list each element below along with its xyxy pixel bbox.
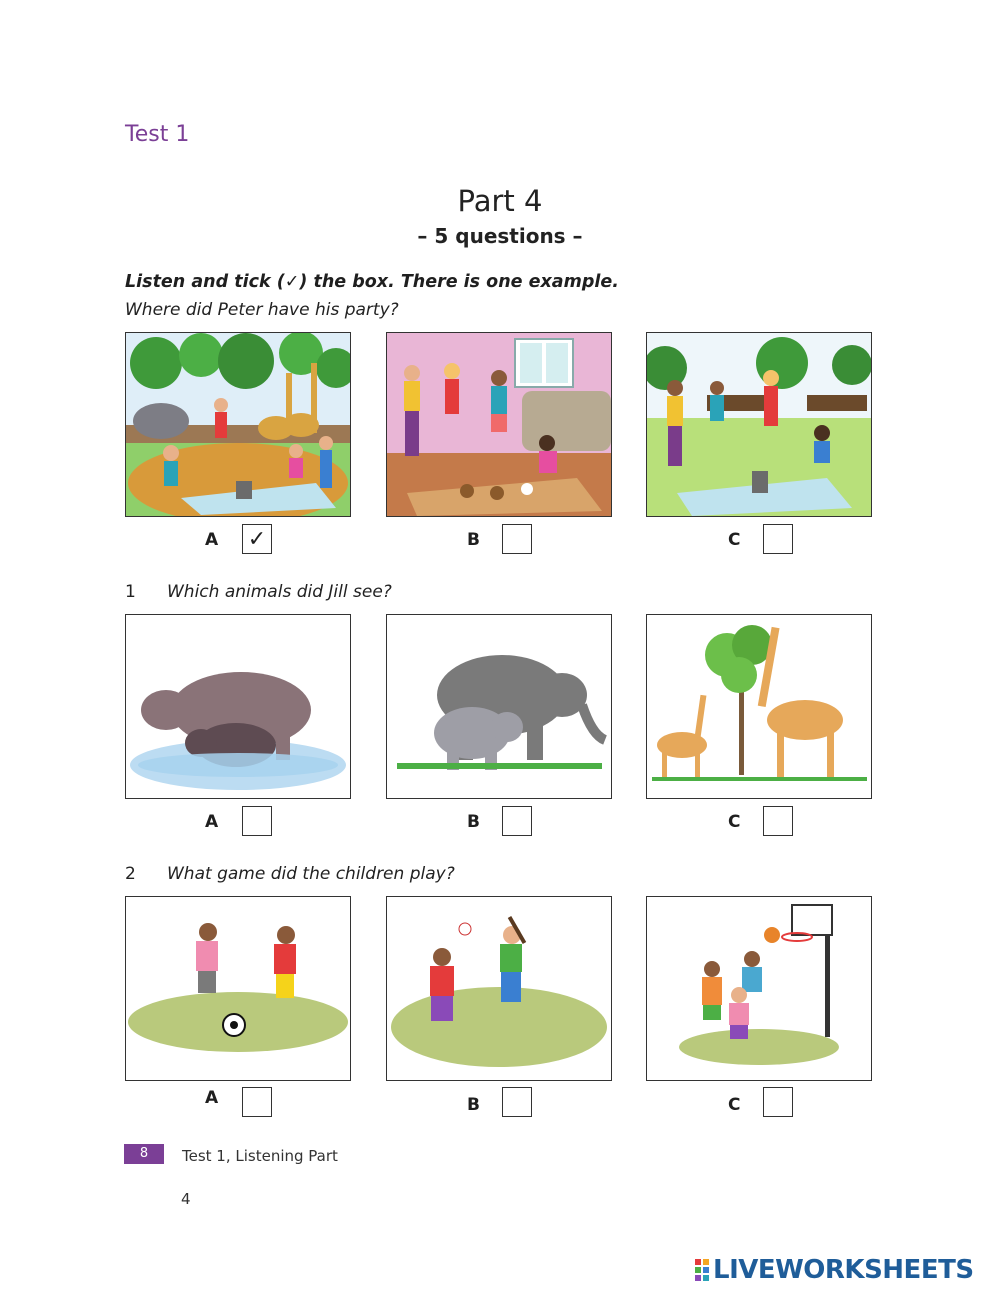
question-2-option-c-tickbox[interactable] [763,1087,793,1117]
example-option-a-letter: A [205,530,219,550]
question-2-option-a-picture [125,896,351,1081]
liveworksheets-logo-text: LIVEWORKSHEETS [713,1255,974,1285]
question-1-option-c-letter: C [728,812,741,832]
question-1-option-c-picture [646,614,872,799]
question-1-option-a-picture [125,614,351,799]
question-2-option-c-letter: C [728,1095,741,1115]
question-1-option-b-picture [386,614,612,799]
example-option-c-picture [646,332,872,517]
question-1-option-b-tickbox[interactable] [502,806,532,836]
elephants-illustration [387,615,611,798]
example-option-a-picture [125,332,351,517]
giraffes-illustration [647,615,871,798]
basketball-illustration [647,897,871,1080]
question-1-text: Which animals did Jill see? [167,582,392,602]
instruction-text: Listen and tick (✓) the box. There is one example. [125,272,619,292]
part-subtitle: – 5 questions – [417,224,583,248]
baseball-illustration [387,897,611,1080]
football-illustration [126,897,350,1080]
example-option-a-tickbox[interactable]: ✓ [242,524,272,554]
page-number: 4 [181,1190,191,1208]
liveworksheets-logo-icon [694,1258,710,1282]
question-2-option-a-letter: A [205,1088,219,1108]
example-option-b-letter: B [467,530,480,550]
example-option-c-letter: C [728,530,741,550]
footer-section-text: Test 1, Listening Part [182,1147,338,1165]
example-option-b-picture [386,332,612,517]
question-1 [125,582,392,602]
example-option-c-tickbox[interactable] [763,524,793,554]
picnic-in-park-illustration [647,333,871,516]
picnic-at-zoo-illustration [126,333,350,516]
question-1-number: 1 [125,582,136,602]
question-2-text: What game did the children play? [167,864,455,884]
question-1-option-b-letter: B [467,812,480,832]
hippos-illustration [126,615,350,798]
question-2 [125,864,455,884]
question-2-option-a-tickbox[interactable] [242,1087,272,1117]
question-2-option-c-picture [646,896,872,1081]
page-badge: 8 [124,1144,164,1164]
question-1-option-c-tickbox[interactable] [763,806,793,836]
question-2-number: 2 [125,864,136,884]
part-title: Part 4 [457,184,543,218]
liveworksheets-logo [694,1255,974,1285]
example-question: Where did Peter have his party? [125,300,399,320]
question-2-option-b-letter: B [467,1095,480,1115]
test-label: Test 1 [125,122,190,147]
question-1-option-a-letter: A [205,812,219,832]
question-2-option-b-tickbox[interactable] [502,1087,532,1117]
question-2-option-b-picture [386,896,612,1081]
party-in-living-room-illustration [387,333,611,516]
example-option-b-tickbox[interactable] [502,524,532,554]
question-1-option-a-tickbox[interactable] [242,806,272,836]
